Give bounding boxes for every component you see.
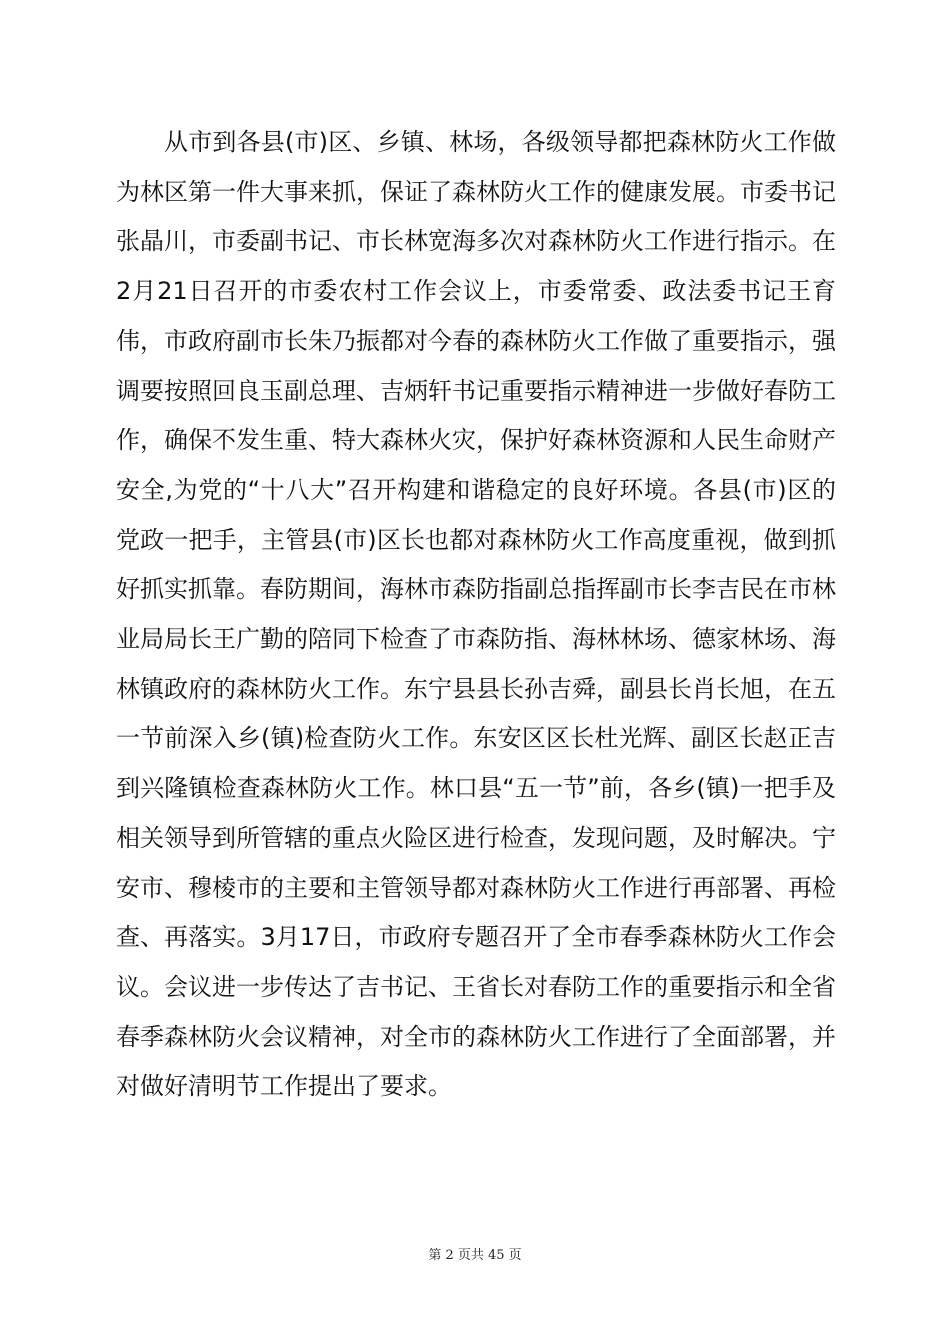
page-number-footer: 第 2 页共 45 页 <box>428 1248 522 1263</box>
body-paragraph: 从市到各县(市)区、乡镇、林场，各级领导都把森林防火工作做为林区第一件大事来抓，保证了森林防火工作的健康发展。市委书记张晶川，市委副书记、市长林宽海多次对森林防火工作进行指示。在2月21日召开的市委农村工作会议上，市委常委、政法委书记王育伟，市政府副市长朱乃振都对今春的森林防火工作做了重要指示，强调要按照回良玉副总理、吉炳轩书记重要指示精神进一步做好春防工作，确保不发生重、特大森林火灾，保护好森林资源和人民生命财产安全,为党的“十八大”召开构建和谐稳定的良好环境。各县(市)区的党政一把手，主管县(市)区长也都对森林防火工作高度重视，做到抓好抓实抓靠。春防期间，海林市森防指副总指挥副市长李吉民在市林业局局长王广勤的陪同下检查了市森防指、海林林场、德家林场、海林镇政府的森林防火工作。东宁县县长孙吉舜，副县长肖长旭，在五一节前深入乡(镇)检查防火工作。东安区区长杜光辉、副区长赵正吉到兴隆镇检查森林防火工作。林口县“五一节”前，各乡(镇)一把手及相关领导到所管辖的重点火险区进行检查，发现问题，及时解决。宁安市、穆棱市的主要和主管领导都对森林防火工作进行再部署、再检查、再落实。3月17日，市政府专题召开了全市春季森林防火工作会议。会议进一步传达了吉书记、王省长对春防工作的重要指示和全省春季森林防火会议精神，对全市的森林防火工作进行了全面部署，并对做好清明节工作提出了要求。 <box>116 128 836 1101</box>
